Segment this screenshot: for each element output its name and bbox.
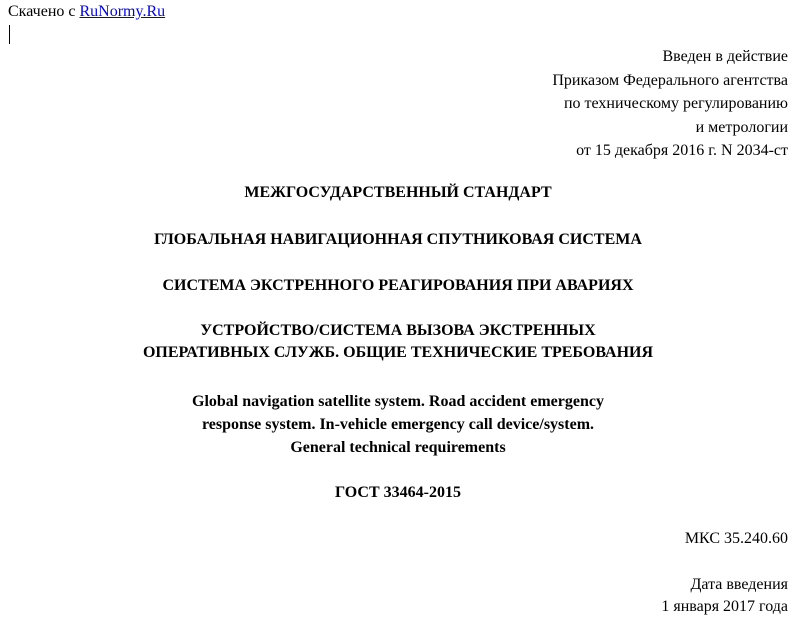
approval-block — [552, 45, 788, 163]
approval-line: по техническому регулированию — [563, 95, 788, 112]
source-line — [8, 2, 165, 22]
source-prefix: Скачено с — [8, 3, 80, 20]
russian-title-line: ОПЕРАТИВНЫХ СЛУЖБ. ОБЩИЕ ТЕХНИЧЕСКИЕ ТРЕБОВАНИЯ — [142, 344, 654, 361]
introduction-date: 1 января 2017 года — [661, 598, 788, 615]
text-cursor — [9, 25, 10, 44]
standard-type-heading: МЕЖГОСУДАРСТВЕННЫЙ СТАНДАРТ — [244, 184, 552, 201]
introduction-label: Дата введения — [690, 576, 788, 593]
mks-code: МКС 35.240.60 — [684, 530, 788, 547]
source-link[interactable]: RuNormy.Ru — [79, 3, 166, 20]
approval-line: Приказом Федерального агентства — [552, 71, 788, 89]
approval-line: и метрологии — [695, 118, 788, 136]
approval-line: от 15 декабря 2016 г. N 2034-ст — [576, 142, 788, 159]
russian-title — [0, 320, 790, 364]
russian-title-line: УСТРОЙСТВО/СИСТЕМА ВЫЗОВА ЭКСТРЕННЫХ — [200, 322, 596, 339]
english-title — [0, 390, 790, 459]
gost-number: ГОСТ 33464-2015 — [335, 484, 461, 501]
approval-line: Введен в действие — [662, 48, 788, 65]
system-heading-2: СИСТЕМА ЭКСТРЕННОГО РЕАГИРОВАНИЯ ПРИ АВАРИЯХ — [162, 277, 634, 294]
introduction-date-block — [661, 574, 788, 618]
system-heading-1: ГЛОБАЛЬНАЯ НАВИГАЦИОННАЯ СПУТНИКОВАЯ СИСТЕМА — [154, 231, 642, 248]
english-title-line: General technical requirements — [290, 439, 506, 456]
english-title-line: response system. In-vehicle emergency call device/system. — [201, 416, 595, 433]
english-title-line: Global navigation satellite system. Road accident emergency — [192, 393, 604, 410]
